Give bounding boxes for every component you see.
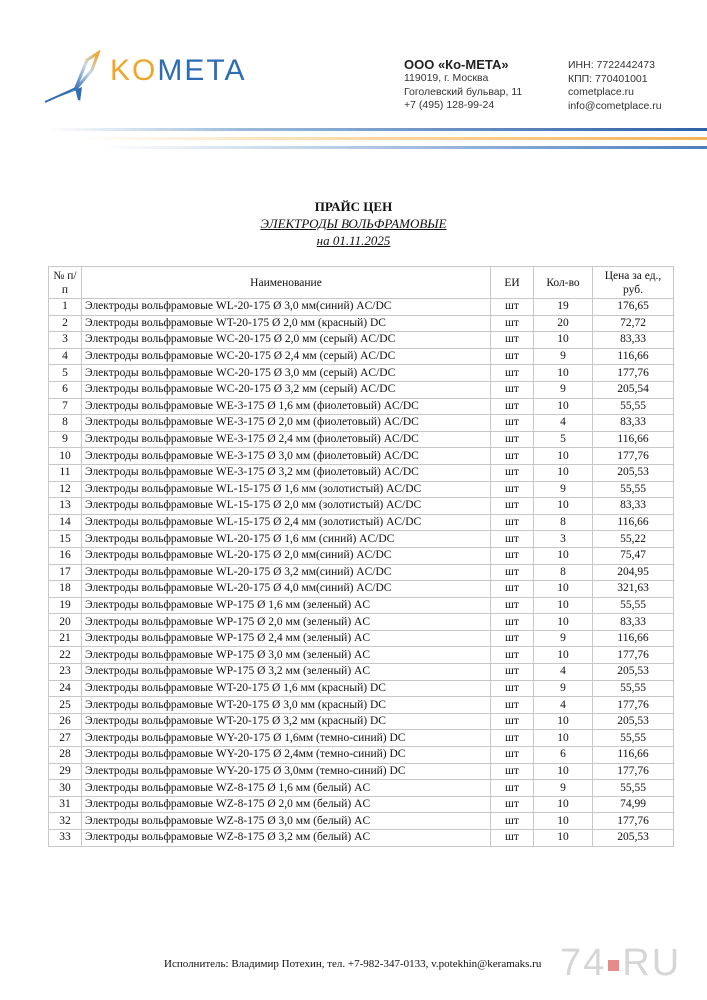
- row-number: 10: [49, 448, 82, 465]
- row-unit: шт: [491, 713, 534, 730]
- row-unit: шт: [491, 564, 534, 581]
- row-price: 83,33: [593, 614, 674, 631]
- table-row: [49, 581, 674, 598]
- row-qty: 10: [534, 597, 593, 614]
- row-unit: шт: [491, 514, 534, 531]
- row-number: 15: [49, 531, 82, 548]
- table-row: [49, 614, 674, 631]
- table-row: [49, 498, 674, 515]
- row-unit: шт: [491, 481, 534, 498]
- row-name: Электроды вольфрамовые WP-175 Ø 1,6 мм (зеленый) AC: [82, 597, 491, 614]
- row-price: 55,22: [593, 531, 674, 548]
- row-number: 4: [49, 348, 82, 365]
- company-name: ООО «Ко-МЕТА»: [404, 57, 509, 72]
- row-number: 25: [49, 697, 82, 714]
- row-name: Электроды вольфрамовые WY-20-175 Ø 1,6мм (темно-синий) DC: [82, 730, 491, 747]
- document-date: на 01.11.2025: [316, 233, 391, 248]
- row-unit: шт: [491, 597, 534, 614]
- row-name: Электроды вольфрамовые WE-3-175 Ø 3,2 мм (фиолетовый) AC/DC: [82, 464, 491, 481]
- row-price: 176,65: [593, 299, 674, 316]
- row-number: 20: [49, 614, 82, 631]
- row-unit: шт: [491, 315, 534, 332]
- table-row: [49, 464, 674, 481]
- company-info: [404, 57, 522, 113]
- row-price: 55,55: [593, 481, 674, 498]
- row-number: 13: [49, 498, 82, 515]
- website-link[interactable]: cometplace.ru: [568, 86, 634, 98]
- row-unit: шт: [491, 448, 534, 465]
- document-title: ПРАЙС ЦЕН: [314, 199, 393, 214]
- row-unit: шт: [491, 830, 534, 847]
- row-qty: 8: [534, 564, 593, 581]
- row-unit: шт: [491, 747, 534, 764]
- row-unit: шт: [491, 680, 534, 697]
- row-qty: 3: [534, 531, 593, 548]
- table-row: [49, 332, 674, 349]
- row-name: Электроды вольфрамовые WZ-8-175 Ø 1,6 мм (белый) AC: [82, 780, 491, 797]
- row-name: Электроды вольфрамовые WZ-8-175 Ø 2,0 мм (белый) AC: [82, 796, 491, 813]
- row-number: 26: [49, 713, 82, 730]
- header-divider-lightblue: [100, 146, 707, 149]
- table-row: [49, 547, 674, 564]
- table-row: [49, 431, 674, 448]
- table-row: [49, 763, 674, 780]
- row-qty: 20: [534, 315, 593, 332]
- row-number: 11: [49, 464, 82, 481]
- header-qty: Кол-во: [534, 267, 593, 299]
- row-qty: 10: [534, 614, 593, 631]
- footer-contact: Исполнитель: Владимир Потехин, тел. +7-982-347-0133, v.potekhin@keramaks.ru: [164, 958, 542, 970]
- row-price: 177,76: [593, 647, 674, 664]
- row-qty: 10: [534, 796, 593, 813]
- email-link[interactable]: info@cometplace.ru: [568, 99, 662, 112]
- table-row: [49, 348, 674, 365]
- row-qty: 10: [534, 365, 593, 382]
- row-qty: 10: [534, 713, 593, 730]
- kpp: КПП: 770401001: [568, 72, 648, 85]
- row-price: 116,66: [593, 431, 674, 448]
- row-number: 32: [49, 813, 82, 830]
- header-num: № п/п: [49, 267, 82, 299]
- table-row: [49, 564, 674, 581]
- table-row: [49, 664, 674, 681]
- table-row: [49, 796, 674, 813]
- row-price: 83,33: [593, 498, 674, 515]
- inn: ИНН: 7722442473: [568, 59, 655, 71]
- row-name: Электроды вольфрамовые WY-20-175 Ø 2,4мм (темно-синий) DC: [82, 747, 491, 764]
- row-name: Электроды вольфрамовые WP-175 Ø 2,0 мм (зеленый) AC: [82, 614, 491, 631]
- row-name: Электроды вольфрамовые WL-15-175 Ø 1,6 мм (золотистый) AC/DC: [82, 481, 491, 498]
- table-row: [49, 531, 674, 548]
- row-number: 9: [49, 431, 82, 448]
- row-qty: 10: [534, 730, 593, 747]
- row-number: 24: [49, 680, 82, 697]
- row-qty: 10: [534, 464, 593, 481]
- row-price: 205,53: [593, 664, 674, 681]
- row-unit: шт: [491, 547, 534, 564]
- row-unit: шт: [491, 415, 534, 432]
- table-row: [49, 780, 674, 797]
- row-qty: 10: [534, 398, 593, 415]
- company-phone: +7 (495) 128-99-24: [404, 99, 495, 111]
- row-name: Электроды вольфрамовые WT-20-175 Ø 1,6 мм (красный) DC: [82, 680, 491, 697]
- row-price: 177,76: [593, 763, 674, 780]
- row-name: Электроды вольфрамовые WC-20-175 Ø 2,4 мм (серый) AC/DC: [82, 348, 491, 365]
- row-name: Электроды вольфрамовые WL-15-175 Ø 2,4 мм (золотистый) AC/DC: [82, 514, 491, 531]
- company-address-1: 119019, г. Москва: [404, 72, 489, 84]
- row-number: 14: [49, 514, 82, 531]
- row-price: 177,76: [593, 365, 674, 382]
- price-table: [48, 266, 674, 847]
- row-number: 5: [49, 365, 82, 382]
- row-price: 72,72: [593, 315, 674, 332]
- row-name: Электроды вольфрамовые WL-20-175 Ø 4,0 мм(синий) AC/DC: [82, 581, 491, 598]
- row-unit: шт: [491, 664, 534, 681]
- row-qty: 10: [534, 547, 593, 564]
- row-number: 21: [49, 630, 82, 647]
- table-row: [49, 315, 674, 332]
- row-qty: 10: [534, 830, 593, 847]
- row-name: Электроды вольфрамовые WP-175 Ø 2,4 мм (зеленый) AC: [82, 630, 491, 647]
- row-price: 55,55: [593, 680, 674, 697]
- row-number: 1: [49, 299, 82, 316]
- row-qty: 9: [534, 348, 593, 365]
- row-number: 33: [49, 830, 82, 847]
- row-number: 29: [49, 763, 82, 780]
- row-qty: 9: [534, 780, 593, 797]
- row-qty: 10: [534, 647, 593, 664]
- row-number: 3: [49, 332, 82, 349]
- row-number: 6: [49, 381, 82, 398]
- row-name: Электроды вольфрамовые WC-20-175 Ø 3,2 мм (серый) AC/DC: [82, 381, 491, 398]
- company-requisites: [568, 59, 662, 113]
- row-unit: шт: [491, 348, 534, 365]
- row-name: Электроды вольфрамовые WP-175 Ø 3,2 мм (зеленый) AC: [82, 664, 491, 681]
- row-number: 16: [49, 547, 82, 564]
- row-unit: шт: [491, 647, 534, 664]
- table-row: [49, 514, 674, 531]
- row-number: 8: [49, 415, 82, 432]
- row-number: 31: [49, 796, 82, 813]
- row-number: 12: [49, 481, 82, 498]
- row-unit: шт: [491, 498, 534, 515]
- row-qty: 4: [534, 664, 593, 681]
- row-unit: шт: [491, 763, 534, 780]
- row-price: 75,47: [593, 547, 674, 564]
- brand-wordmark: KOMETA: [110, 54, 247, 87]
- row-name: Электроды вольфрамовые WT-20-175 Ø 3,2 мм (красный) DC: [82, 713, 491, 730]
- table-row: [49, 481, 674, 498]
- table-row: [49, 448, 674, 465]
- row-price: 55,55: [593, 730, 674, 747]
- row-unit: шт: [491, 813, 534, 830]
- table-row: [49, 730, 674, 747]
- row-number: 19: [49, 597, 82, 614]
- row-number: 22: [49, 647, 82, 664]
- row-price: 116,66: [593, 514, 674, 531]
- row-name: Электроды вольфрамовые WL-20-175 Ø 1,6 мм (синий) AC/DC: [82, 531, 491, 548]
- row-number: 18: [49, 581, 82, 598]
- row-price: 74,99: [593, 796, 674, 813]
- row-qty: 4: [534, 415, 593, 432]
- row-name: Электроды вольфрамовые WZ-8-175 Ø 3,0 мм (белый) AC: [82, 813, 491, 830]
- table-row: [49, 747, 674, 764]
- row-price: 177,76: [593, 813, 674, 830]
- company-address-2: Гоголевский бульвар, 11: [404, 85, 523, 98]
- row-number: 27: [49, 730, 82, 747]
- header-price: Цена за ед., руб.: [593, 267, 674, 299]
- row-name: Электроды вольфрамовые WP-175 Ø 3,0 мм (зеленый) AC: [82, 647, 491, 664]
- row-price: 205,53: [593, 713, 674, 730]
- row-unit: шт: [491, 581, 534, 598]
- row-unit: шт: [491, 299, 534, 316]
- row-name: Электроды вольфрамовые WL-15-175 Ø 2,0 мм (золотистый) AC/DC: [82, 498, 491, 515]
- row-name: Электроды вольфрамовые WE-3-175 Ø 3,0 мм (фиолетовый) AC/DC: [82, 448, 491, 465]
- row-qty: 9: [534, 630, 593, 647]
- row-unit: шт: [491, 697, 534, 714]
- row-qty: 6: [534, 747, 593, 764]
- table-header-row: [49, 267, 674, 299]
- row-price: 177,76: [593, 697, 674, 714]
- row-number: 28: [49, 747, 82, 764]
- header-divider-orange: [80, 137, 707, 140]
- row-unit: шт: [491, 630, 534, 647]
- row-unit: шт: [491, 796, 534, 813]
- table-row: [49, 365, 674, 382]
- row-name: Электроды вольфрамовые WZ-8-175 Ø 3,2 мм (белый) AC: [82, 830, 491, 847]
- row-qty: 10: [534, 448, 593, 465]
- row-number: 23: [49, 664, 82, 681]
- document-subtitle: ЭЛЕКТРОДЫ ВОЛЬФРАМОВЫЕ: [260, 216, 447, 231]
- row-price: 205,54: [593, 381, 674, 398]
- header-divider-blue: [48, 128, 707, 131]
- row-qty: 19: [534, 299, 593, 316]
- row-name: Электроды вольфрамовые WL-20-175 Ø 3,0 мм(синий) AC/DC: [82, 299, 491, 316]
- table-row: [49, 398, 674, 415]
- row-unit: шт: [491, 730, 534, 747]
- row-qty: 9: [534, 381, 593, 398]
- row-number: 2: [49, 315, 82, 332]
- table-row: [49, 415, 674, 432]
- table-row: [49, 697, 674, 714]
- table-row: [49, 830, 674, 847]
- row-qty: 5: [534, 431, 593, 448]
- row-qty: 4: [534, 697, 593, 714]
- table-row: [49, 713, 674, 730]
- header-name: Наименование: [82, 267, 491, 299]
- row-name: Электроды вольфрамовые WY-20-175 Ø 3,0мм (темно-синий) DC: [82, 763, 491, 780]
- row-unit: шт: [491, 614, 534, 631]
- row-price: 204,95: [593, 564, 674, 581]
- row-name: Электроды вольфрамовые WE-3-175 Ø 2,4 мм (фиолетовый) AC/DC: [82, 431, 491, 448]
- row-unit: шт: [491, 531, 534, 548]
- row-price: 55,55: [593, 398, 674, 415]
- row-price: 177,76: [593, 448, 674, 465]
- row-qty: 9: [534, 481, 593, 498]
- row-name: Электроды вольфрамовые WE-3-175 Ø 1,6 мм (фиолетовый) AC/DC: [82, 398, 491, 415]
- row-unit: шт: [491, 381, 534, 398]
- row-qty: 10: [534, 763, 593, 780]
- table-row: [49, 630, 674, 647]
- row-name: Электроды вольфрамовые WL-20-175 Ø 2,0 мм(синий) AC/DC: [82, 547, 491, 564]
- table-row: [49, 680, 674, 697]
- row-unit: шт: [491, 431, 534, 448]
- row-name: Электроды вольфрамовые WC-20-175 Ø 2,0 мм (серый) AC/DC: [82, 332, 491, 349]
- row-unit: шт: [491, 398, 534, 415]
- row-price: 55,55: [593, 597, 674, 614]
- row-number: 30: [49, 780, 82, 797]
- row-unit: шт: [491, 332, 534, 349]
- row-price: 116,66: [593, 630, 674, 647]
- row-name: Электроды вольфрамовые WE-3-175 Ø 2,0 мм (фиолетовый) AC/DC: [82, 415, 491, 432]
- header-unit: ЕИ: [491, 267, 534, 299]
- table-row: [49, 381, 674, 398]
- row-name: Электроды вольфрамовые WL-20-175 Ø 3,2 мм(синий) AC/DC: [82, 564, 491, 581]
- table-row: [49, 647, 674, 664]
- row-qty: 9: [534, 680, 593, 697]
- watermark: 74 RU: [560, 942, 682, 984]
- row-unit: шт: [491, 464, 534, 481]
- row-name: Электроды вольфрамовые WC-20-175 Ø 3,0 мм (серый) AC/DC: [82, 365, 491, 382]
- row-price: 83,33: [593, 332, 674, 349]
- row-price: 205,53: [593, 464, 674, 481]
- row-name: Электроды вольфрамовые WT-20-175 Ø 2,0 мм (красный) DC: [82, 315, 491, 332]
- table-row: [49, 597, 674, 614]
- row-price: 116,66: [593, 747, 674, 764]
- row-qty: 10: [534, 498, 593, 515]
- table-row: [49, 813, 674, 830]
- row-unit: шт: [491, 780, 534, 797]
- row-qty: 10: [534, 813, 593, 830]
- row-qty: 8: [534, 514, 593, 531]
- row-price: 83,33: [593, 415, 674, 432]
- watermark-dot-icon: [608, 960, 619, 971]
- row-price: 205,53: [593, 830, 674, 847]
- row-number: 7: [49, 398, 82, 415]
- row-price: 321,63: [593, 581, 674, 598]
- row-price: 116,66: [593, 348, 674, 365]
- row-name: Электроды вольфрамовые WT-20-175 Ø 3,0 мм (красный) DC: [82, 697, 491, 714]
- row-price: 55,55: [593, 780, 674, 797]
- table-row: [49, 299, 674, 316]
- row-qty: 10: [534, 581, 593, 598]
- row-qty: 10: [534, 332, 593, 349]
- row-unit: шт: [491, 365, 534, 382]
- row-number: 17: [49, 564, 82, 581]
